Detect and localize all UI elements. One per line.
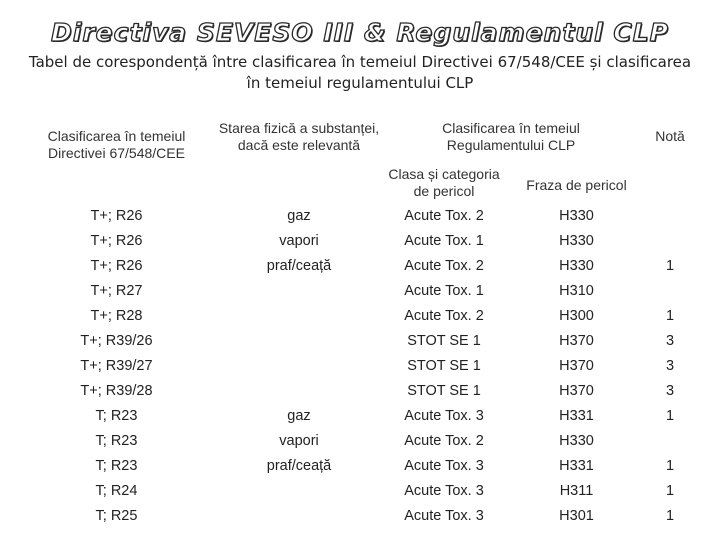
header-note: Notă [655,128,685,144]
cell-physical-state: vapori [279,233,319,249]
cell-dsd-classification: T; R23 [95,433,138,449]
cell-dsd-classification: T; R23 [95,408,138,424]
cell-dsd-classification: T+; R26 [90,233,143,249]
cell-clp-class: STOT SE 1 [407,358,481,374]
cell-clp-class: Acute Tox. 2 [404,433,484,449]
cell-clp-class: Acute Tox. 3 [404,408,484,424]
cell-clp-class: Acute Tox. 2 [404,208,484,224]
header-hazard-statement: Fraza de pericol [526,177,627,193]
cell-note: 1 [665,308,675,324]
cell-dsd-classification: T+; R26 [90,208,143,224]
cell-dsd-classification: T+; R26 [90,258,143,274]
cell-note: 1 [665,483,675,499]
cell-note: 1 [665,458,675,474]
cell-dsd-classification: T+; R27 [90,283,143,299]
cell-physical-state: gaz [287,208,311,224]
cell-dsd-classification: T; R23 [95,458,138,474]
cell-clp-class: Acute Tox. 3 [404,508,484,524]
page-title: Directiva SEVESO III & Regulamentul CLP [51,18,669,47]
header-dsd-classification: Clasificarea în temeiul Directivei 67/548/CEE [47,128,186,161]
cell-dsd-classification: T+; R39/26 [80,333,153,349]
cell-clp-class: Acute Tox. 1 [404,233,484,249]
cell-physical-state: gaz [287,408,311,424]
cell-physical-state: vapori [279,433,319,449]
cell-dsd-classification: T+; R39/27 [80,358,153,374]
cell-dsd-classification: T+; R28 [90,308,143,324]
cell-hazard-statement: H331 [559,408,594,424]
cell-hazard-statement: H370 [559,358,594,374]
cell-clp-class: Acute Tox. 3 [404,483,484,499]
cell-clp-class: Acute Tox. 3 [404,458,484,474]
cell-note: 3 [665,383,675,399]
cell-clp-class: STOT SE 1 [407,333,481,349]
cell-note: 1 [665,508,675,524]
cell-hazard-statement: H310 [559,283,594,299]
cell-clp-class: Acute Tox. 1 [404,283,484,299]
cell-dsd-classification: T; R24 [95,483,138,499]
cell-note: 1 [665,258,675,274]
header-clp-classification: Clasificarea în temeiul Regulamentului CLP [442,120,580,153]
cell-hazard-statement: H301 [559,508,594,524]
cell-dsd-classification: T; R25 [95,508,138,524]
header-physical-state: Starea fizică a substanței, dacă este relevantă [218,120,380,153]
cell-hazard-statement: H330 [559,208,594,224]
cell-note: 3 [665,333,675,349]
table-caption: Tabel de corespondență între clasificarea în temeiul Directivei 67/548/CEE și clasificarea în temeiul regulamentului CLP [28,53,692,92]
cell-clp-class: Acute Tox. 2 [404,308,484,324]
cell-hazard-statement: H311 [559,483,594,499]
cell-physical-state: praf/ceață [266,258,332,274]
cell-clp-class: STOT SE 1 [407,383,481,399]
cell-hazard-statement: H300 [559,308,594,324]
cell-hazard-statement: H331 [559,458,594,474]
correspondence-table [14,110,704,530]
cell-hazard-statement: H370 [559,383,594,399]
cell-hazard-statement: H330 [559,258,594,274]
cell-clp-class: Acute Tox. 2 [404,258,484,274]
cell-hazard-statement: H330 [559,433,594,449]
cell-dsd-classification: T+; R39/28 [80,383,153,399]
header-hazard-class-category: Clasa și categoria de pericol [388,166,500,199]
cell-note: 3 [665,358,675,374]
cell-hazard-statement: H370 [559,333,594,349]
cell-note: 1 [665,408,675,424]
cell-hazard-statement: H330 [559,233,594,249]
cell-physical-state: praf/ceață [266,458,332,474]
